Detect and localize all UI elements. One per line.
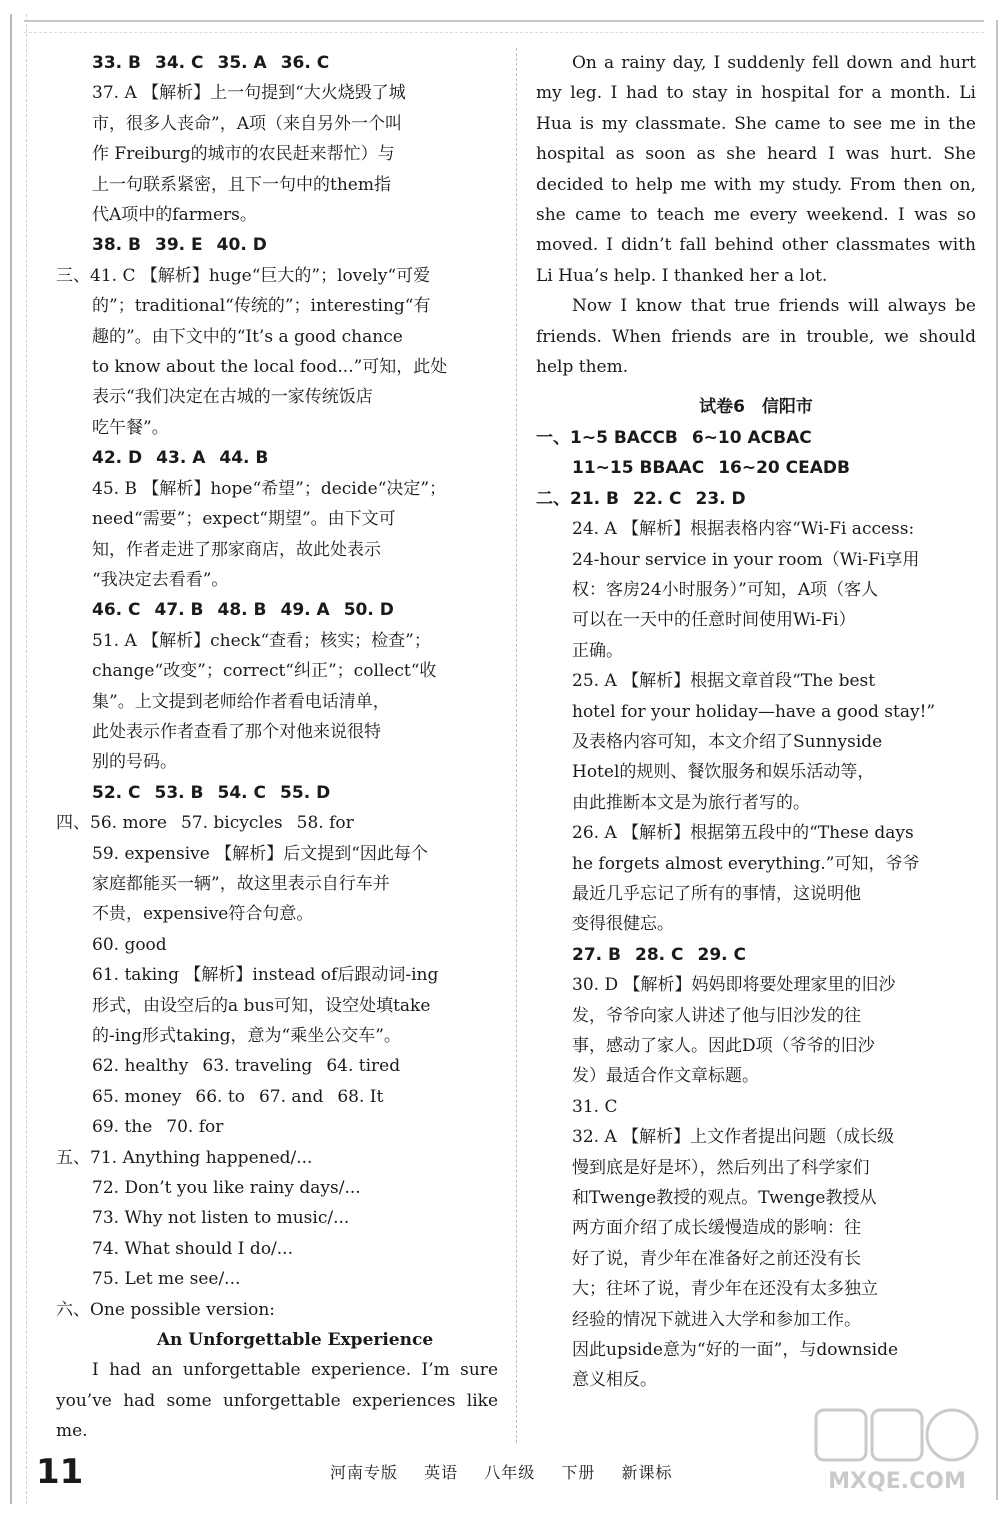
footer-subject: 英语 [424, 1463, 459, 1482]
footer-curriculum: 新课标 [621, 1463, 673, 1482]
explanation-line: 权：客房24小时服务）”可知，A项（客人 [572, 579, 879, 600]
explanation-line: 由此推断本文是为旅行者写的。 [572, 792, 810, 813]
explanation-line: 及表格内容可知，本文介绍了Sunnyside [572, 731, 883, 752]
explanation-line: Hotel的规则、餐饮服务和娱乐活动等， [572, 762, 875, 783]
explanation-line: 作 Freiburg的城市的农民赶来帮忙）与 [92, 144, 395, 165]
explanation-line: 两方面介绍了成长缓慢造成的影响：往 [572, 1218, 861, 1239]
answer-line: 60. good [92, 934, 167, 955]
answer-line: 75. Let me see/... [92, 1269, 241, 1290]
explanation-line: 24-hour service in your room（Wi-Fi享用 [572, 549, 920, 570]
answer-line: 74. What should I do/... [92, 1238, 293, 1259]
explanation-line: 好了说，青少年在准备好之前还没有长 [572, 1248, 861, 1269]
explanation-line: 吃午餐”。 [92, 417, 169, 438]
answer-row: 二、21. B 22. C 23. D [536, 488, 746, 509]
explanation-line: 发，爷爷向家人讲述了他与旧沙发的往 [572, 1005, 861, 1026]
explanation-line: 上一句联系紧密，且下一句中的them指 [92, 174, 391, 195]
answer-row: 27. B 28. C 29. C [572, 944, 747, 965]
page-border-top [24, 20, 984, 33]
right-column [536, 48, 976, 1396]
essay-paragraph: I had an unforgettable experience. I’m sure you’ve had some unforgettable experiences like me. [56, 1360, 498, 1442]
section-title: 试卷6 信阳市 [699, 397, 813, 418]
essay-title: An Unforgettable Experience [156, 1330, 434, 1351]
answer-line: 73. Why not listen to music/... [92, 1208, 350, 1229]
explanation-line: 32. A 【解析】上文作者提出问题（成长级 [572, 1127, 895, 1148]
answer-row: 11~15 BBAAC 16~20 CEADB [572, 458, 850, 479]
explanation-line: 24. A 【解析】根据表格内容“Wi-Fi access: [572, 519, 915, 540]
left-column [56, 48, 498, 1447]
explanation-line: 45. B 【解析】hope“希望”；decide“决定”； [92, 478, 447, 499]
explanation-line: 发）最适合作文章标题。 [572, 1066, 759, 1087]
explanation-line: 30. D 【解析】妈妈即将要处理家里的旧沙 [572, 975, 896, 996]
explanation-line: 集”。上文提到老师给作者看电话清单， [92, 691, 390, 712]
explanation-line: 可以在一天中的任意时间使用Wi-Fi） [572, 610, 856, 631]
explanation-line: 事，感动了家人。因此D项（爷爷的旧沙 [572, 1036, 875, 1056]
explanation-line: 慢到底是好是坏），然后列出了科学家们 [572, 1157, 870, 1178]
answer-row: 69. the 70. for [92, 1117, 224, 1138]
answer-line: 72. Don’t you like rainy days/... [92, 1178, 361, 1199]
explanation-line: 趣的”。由下文中的“It’s a good chance [92, 326, 403, 347]
essay-paragraph: On a rainy day, I suddenly fell down and hurt my leg. I had to stay in hospital for a month. Li Hua is my classmate. She came to see me in the hospital as soon as she heard I was hurt. She decided to help me with my study. From then on, she came to teach me every weekend. I was so moved. I didn’t fall behind other classmates with Li Hua’s help. I thanked her a lot. [536, 53, 976, 286]
explanation-line: 51. A 【解析】check“查看；核实；检查”； [92, 630, 431, 651]
answer-row: 四、56. more 57. bicycles 58. for [56, 813, 354, 834]
explanation-line: 表示“我们决定在古城的一家传统饭店 [92, 387, 373, 408]
answer-row: 52. C 53. B 54. C 55. D [92, 782, 331, 803]
explanation-line: 和Twenge教授的观点。Twenge教授从 [572, 1188, 877, 1209]
explanation-line: 意义相反。 [572, 1370, 657, 1391]
watermark-logo [812, 1404, 982, 1496]
svg-text:MXQE.COM: MXQE.COM [828, 1469, 966, 1494]
explanation-line: hotel for your holiday—have a good stay!” [572, 701, 936, 722]
explanation-line: need“需要”；expect“期望”。由下文可 [92, 509, 396, 530]
essay-paragraph: Now I know that true friends will always be friends. When friends are in trouble, we should help them. [536, 296, 976, 378]
explanation-line: 正确。 [572, 640, 623, 661]
answer-line: 五、71. Anything happened/... [56, 1147, 313, 1168]
answer-line: 31. C [572, 1096, 618, 1117]
section-six-heading: 六、One possible version: [56, 1299, 275, 1320]
page-number: 11 [36, 1452, 84, 1492]
explanation-line: 别的号码。 [92, 752, 177, 773]
explanation-line: 不贵，expensive符合句意。 [92, 904, 314, 925]
answer-row: 46. C 47. B 48. B 49. A 50. D [92, 600, 394, 621]
answer-row: 一、1~5 BACCB 6~10 ACBAC [536, 427, 812, 448]
explanation-line: 的-ing形式taking，意为“乘坐公交车”。 [92, 1026, 401, 1046]
explanation-line: 59. expensive 【解析】后文提到“因此每个 [92, 843, 428, 864]
explanation-line: 37. A 【解析】上一句提到“大火烧毁了城 [92, 83, 406, 104]
explanation-line: 家庭都能买一辆”，故这里表示自行车并 [92, 873, 390, 894]
explanation-line: 变得很健忘。 [572, 914, 674, 935]
explanation-line: 代A项中的farmers。 [92, 205, 257, 226]
explanation-line: 知，作者走进了那家商店，故此处表示 [92, 539, 381, 560]
explanation-line: “我决定去看看”。 [92, 569, 229, 590]
page-border-right [988, 20, 998, 1500]
footer-volume: 下册 [561, 1463, 596, 1482]
answer-row: 62. healthy 63. traveling 64. tired [92, 1056, 401, 1077]
explanation-line: change“改变”；correct“纠正”；collect“收 [92, 661, 437, 682]
column-divider [516, 48, 517, 1443]
explanation-line: 大；往坏了说，青少年在还没有太多独立 [572, 1279, 878, 1300]
section-three-start: 三、41. C 【解析】huge“巨大的”；lovely“可爱 [56, 265, 431, 286]
explanation-line: to know about the local food...”可知，此处 [92, 357, 448, 378]
explanation-line: 25. A 【解析】根据文章首段“The best [572, 671, 876, 692]
footer-grade: 八年级 [484, 1463, 536, 1482]
explanation-line: 26. A 【解析】根据第五段中的“These days [572, 823, 914, 844]
explanation-line: 61. taking 【解析】instead of后跟动词-ing [92, 965, 439, 986]
page-border-left [10, 14, 27, 1504]
answer-row: 65. money 66. to 67. and 68. It [92, 1086, 384, 1107]
explanation-line: 市，很多人丧命”，A项（来自另外一个叫 [92, 113, 402, 134]
explanation-line: 此处表示作者查看了那个对他来说很特 [92, 721, 381, 742]
answer-row: 38. B 39. E 40. D [92, 235, 267, 256]
answer-row: 42. D 43. A 44. B [92, 448, 269, 469]
explanation-line: 经验的情况下就进入大学和参加工作。 [572, 1309, 861, 1330]
explanation-line: he forgets almost everything.”可知，爷爷 [572, 853, 920, 874]
footer-edition: 河南专版 [330, 1463, 399, 1482]
explanation-line: 因此upside意为“好的一面”，与downside [572, 1340, 899, 1361]
explanation-line: 形式，由设空后的a bus可知，设空处填take [92, 995, 431, 1016]
footer-info [330, 1460, 692, 1483]
explanation-line: 最近几乎忘记了所有的事情，这说明他 [572, 883, 861, 904]
explanation-line: 的”；traditional“传统的”；interesting“有 [92, 296, 431, 317]
answer-row: 33. B 34. C 35. A 36. C [92, 53, 330, 73]
